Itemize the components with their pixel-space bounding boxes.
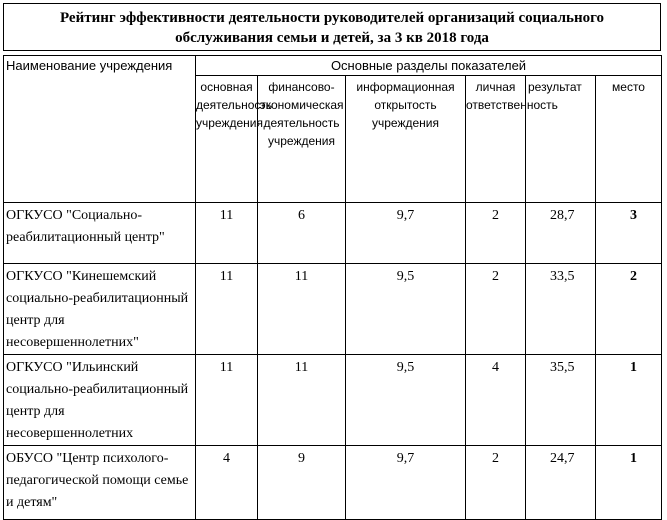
table-row: [4, 203, 662, 264]
financial-activity-value: 11: [258, 264, 346, 355]
personal-responsibility-value: 2: [466, 203, 526, 264]
information-openness-value: 9,7: [346, 446, 466, 520]
header-personal-responsibility: личная ответственность: [466, 76, 526, 203]
table-row: [4, 264, 662, 355]
header-main-activity: основная деятельность учреждения: [196, 76, 258, 203]
place-value: 1: [596, 446, 662, 520]
personal-responsibility-value: 4: [466, 355, 526, 446]
rating-table: [3, 55, 662, 520]
organization-name: ОБУСО "Центр психолого-педагогической помощи семье и детям": [4, 446, 196, 520]
organization-name: ОГКУСО "Социально-реабилитационный центр": [4, 203, 196, 264]
information-openness-value: 9,5: [346, 355, 466, 446]
header-financial-activity: финансово-экономическая деятельность учреждения: [258, 76, 346, 203]
report-title-line-1: Рейтинг эффективности деятельности руководителей организаций социального: [59, 10, 605, 26]
main-activity-value: 11: [196, 355, 258, 446]
report-title-line-2: обслуживания семьи и детей, за 3 кв 2018 года: [175, 30, 489, 46]
information-openness-value: 9,7: [346, 203, 466, 264]
financial-activity-value: 11: [258, 355, 346, 446]
result-value: 24,7: [526, 446, 596, 520]
place-value: 3: [596, 203, 662, 264]
result-value: 35,5: [526, 355, 596, 446]
place-value: 1: [596, 355, 662, 446]
header-information-openness: информационная открытость учреждения: [346, 76, 466, 203]
financial-activity-value: 6: [258, 203, 346, 264]
header-organization-name: Наименование учреждения: [4, 56, 196, 203]
header-place: место: [596, 76, 662, 203]
financial-activity-value: 9: [258, 446, 346, 520]
information-openness-value: 9,5: [346, 264, 466, 355]
main-activity-value: 11: [196, 264, 258, 355]
personal-responsibility-value: 2: [466, 446, 526, 520]
organization-name: ОГКУСО "Кинешемский социально-реабилитационный центр для несовершеннолетних": [4, 264, 196, 355]
organization-name: ОГКУСО "Ильинский социально-реабилитационный центр для несовершеннолетних: [4, 355, 196, 446]
personal-responsibility-value: 2: [466, 264, 526, 355]
report-title: [3, 3, 661, 51]
header-result: результат: [526, 76, 596, 203]
result-value: 28,7: [526, 203, 596, 264]
main-activity-value: 4: [196, 446, 258, 520]
table-row: [4, 355, 662, 446]
header-row-1: [4, 56, 662, 76]
main-activity-value: 11: [196, 203, 258, 264]
place-value: 2: [596, 264, 662, 355]
result-value: 33,5: [526, 264, 596, 355]
header-indicator-group: Основные разделы показателей: [196, 56, 662, 76]
table-row: [4, 446, 662, 520]
